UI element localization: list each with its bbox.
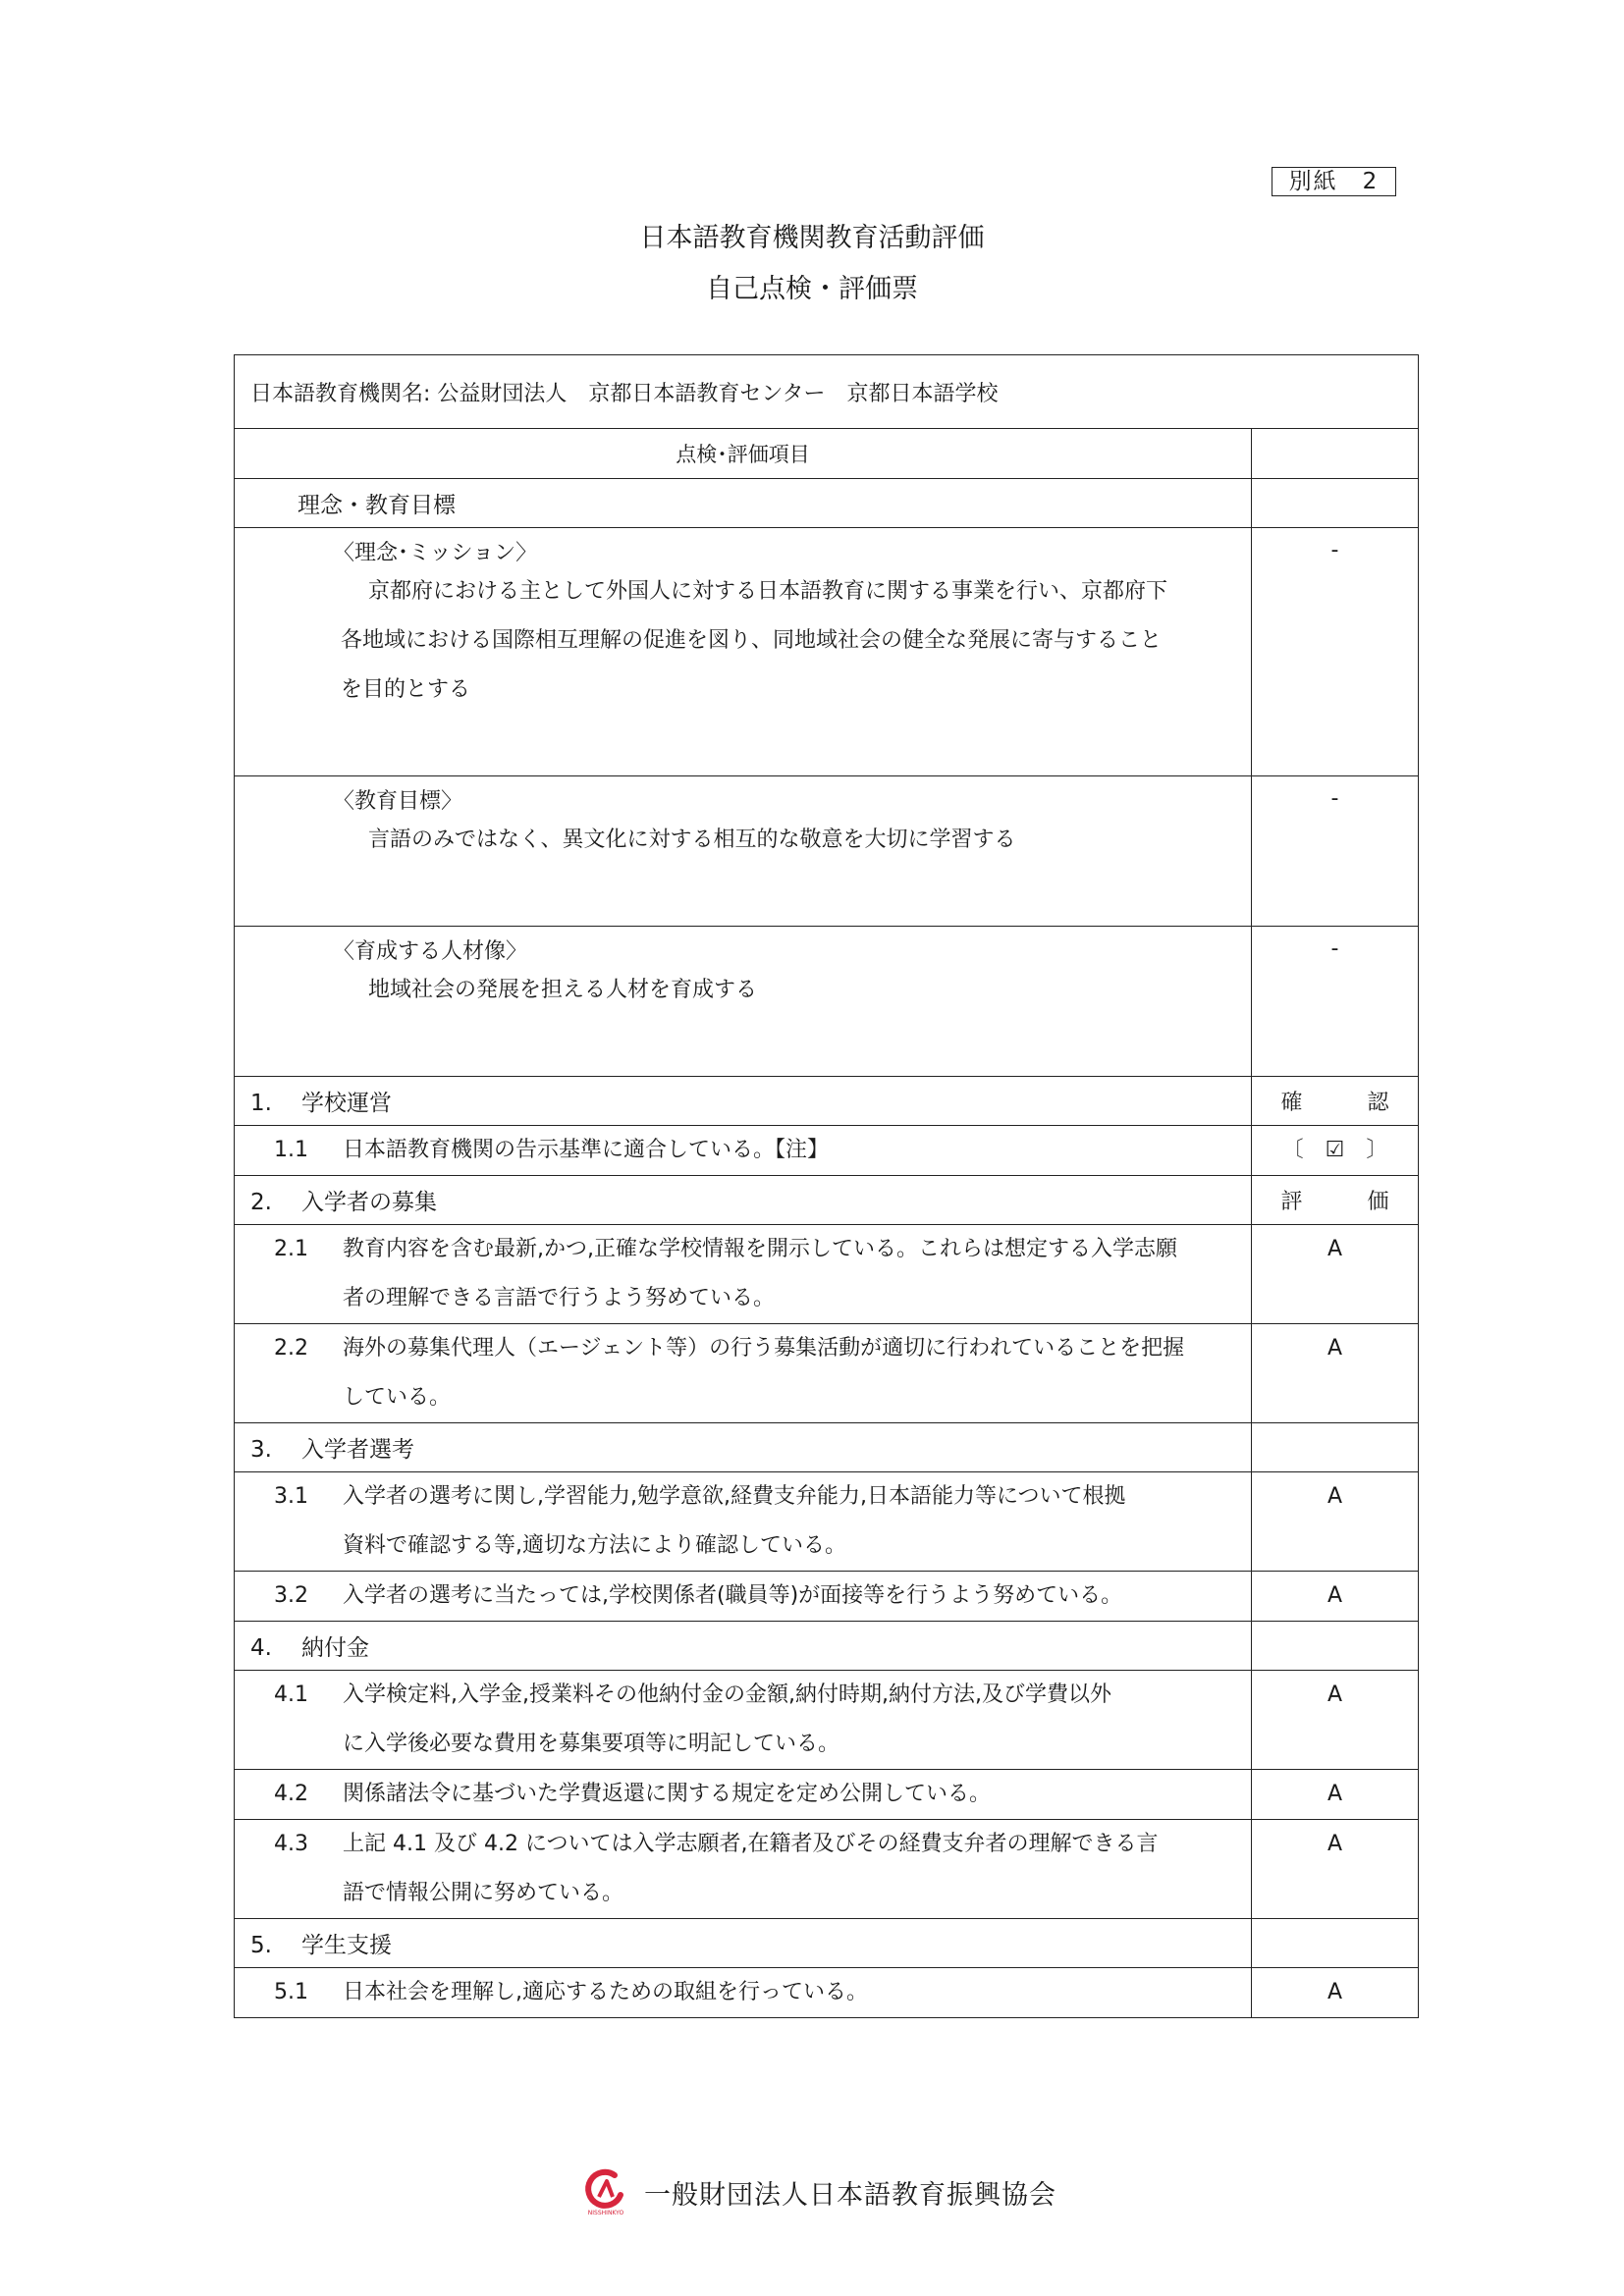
block-line: 各地域における国際相互理解の促進を図り、同地域社会の健全な発展に寄与すること <box>341 628 1163 653</box>
document-subtitle: 自己点検・評価票 <box>706 274 918 304</box>
section-heading: 4. 納付金 <box>235 1622 1252 1671</box>
item-row <box>235 1126 1419 1176</box>
block-title: 〈教育目標〉 <box>333 789 463 814</box>
item-row <box>235 1820 1419 1919</box>
item: 1.1 日本語教育機関の告示基準に適合している。【注】 <box>235 1126 1252 1176</box>
section-side-label: 確 認 <box>1252 1077 1419 1126</box>
item-row <box>235 1770 1419 1820</box>
philosophy-block <box>235 927 1252 1077</box>
section-heading: 3. 入学者選考 <box>235 1423 1252 1472</box>
institution-row <box>235 355 1419 429</box>
item-value: A <box>1252 1820 1419 1919</box>
block-line: 地域社会の発展を担える人材を育成する <box>368 978 758 1002</box>
footer <box>581 2167 1056 2216</box>
item-row <box>235 1968 1419 2018</box>
item-value: A <box>1252 1671 1419 1770</box>
item: 4.2 関係諸法令に基づいた学費返還に関する規定を定め公開している。 <box>235 1770 1252 1820</box>
items-header: 点検･評価項目 <box>235 429 1252 479</box>
item-value: A <box>1252 1968 1419 2018</box>
block-line: を目的とする <box>341 677 471 702</box>
section-heading: 1. 学校運営 <box>235 1077 1252 1126</box>
institution-name: 日本語教育機関名: 公益財団法人 京都日本語教育センター 京都日本語学校 <box>235 355 1419 429</box>
item: 2.2 海外の募集代理人（エージェント等）の行う募集活動が適切に行われていることを把握 している。 <box>235 1324 1252 1423</box>
nisshinkyo-logo-icon <box>581 2167 630 2216</box>
item: 3.1 入学者の選考に関し,学習能力,勉学意欲,経費支弁能力,日本語能力等について根拠 資料で確認する等,適切な方法により確認している。 <box>235 1472 1252 1572</box>
page-label: 別紙 2 <box>1272 167 1396 196</box>
item-row <box>235 1324 1419 1423</box>
item: 4.3 上記 4.1 及び 4.2 については入学志願者,在籍者及びその経費支弁者の理解できる言 語で情報公開に努めている。 <box>235 1820 1252 1919</box>
section-heading: 2. 入学者の募集 <box>235 1176 1252 1225</box>
header-row <box>235 429 1419 479</box>
section-row <box>235 1423 1419 1472</box>
section-row <box>235 1622 1419 1671</box>
item: 5.1 日本社会を理解し,適応するための取組を行っている。 <box>235 1968 1252 2018</box>
block-mark: - <box>1252 776 1419 927</box>
philosophy-block <box>235 528 1252 776</box>
section-side-label <box>1252 1622 1419 1671</box>
block-body <box>235 966 1251 1015</box>
block-title: 〈育成する人材像〉 <box>333 939 528 964</box>
block-body <box>235 567 1251 715</box>
item: 4.1 入学検定料,入学金,授業料その他納付金の金額,納付時期,納付方法,及び学費以外 に入学後必要な費用を募集要項等に明記している。 <box>235 1671 1252 1770</box>
item: 3.2 入学者の選考に当たっては,学校関係者(職員等)が面接等を行うよう努めている。 <box>235 1572 1252 1622</box>
side-header <box>1252 429 1419 479</box>
item-row <box>235 1472 1419 1572</box>
item-value: A <box>1252 1225 1419 1324</box>
item-row <box>235 1225 1419 1324</box>
section-heading: 5. 学生支援 <box>235 1919 1252 1968</box>
section-row <box>235 1176 1419 1225</box>
item: 2.1 教育内容を含む最新,かつ,正確な学校情報を開示している。これらは想定する入学志願 者の理解できる言語で行うよう努めている。 <box>235 1225 1252 1324</box>
section-side-label: 評 価 <box>1252 1176 1419 1225</box>
evaluation-table <box>234 354 1419 2018</box>
item-row <box>235 1572 1419 1622</box>
philosophy-heading-row <box>235 479 1419 528</box>
block-body <box>235 816 1251 865</box>
section-row <box>235 1919 1419 1968</box>
block-line: 言語のみではなく、異文化に対する相互的な敬意を大切に学習する <box>368 828 1016 852</box>
item-value: A <box>1252 1770 1419 1820</box>
philosophy-heading: 理念・教育目標 <box>235 479 1252 528</box>
block-title: 〈理念･ミッション〉 <box>333 541 538 565</box>
philosophy-heading-side <box>1252 479 1419 528</box>
philosophy-block-row <box>235 528 1419 776</box>
block-line: 京都府における主として外国人に対する日本語教育に関する事業を行い、京都府下 <box>368 579 1168 604</box>
item-value: A <box>1252 1472 1419 1572</box>
section-row <box>235 1077 1419 1126</box>
item-row <box>235 1671 1419 1770</box>
item-value: A <box>1252 1572 1419 1622</box>
philosophy-block-row <box>235 927 1419 1077</box>
item-value: A <box>1252 1324 1419 1423</box>
block-mark: - <box>1252 528 1419 776</box>
section-side-label <box>1252 1919 1419 1968</box>
organization-name: 一般財団法人日本語教育振興協会 <box>644 2179 1056 2211</box>
philosophy-block <box>235 776 1252 927</box>
document-title: 日本語教育機関教育活動評価 <box>639 223 985 253</box>
item-check-value: 〔 ☑ 〕 <box>1252 1126 1419 1176</box>
section-side-label <box>1252 1423 1419 1472</box>
philosophy-block-row <box>235 776 1419 927</box>
block-mark: - <box>1252 927 1419 1077</box>
svg-text:NISSHINKYO: NISSHINKYO <box>587 2210 624 2216</box>
